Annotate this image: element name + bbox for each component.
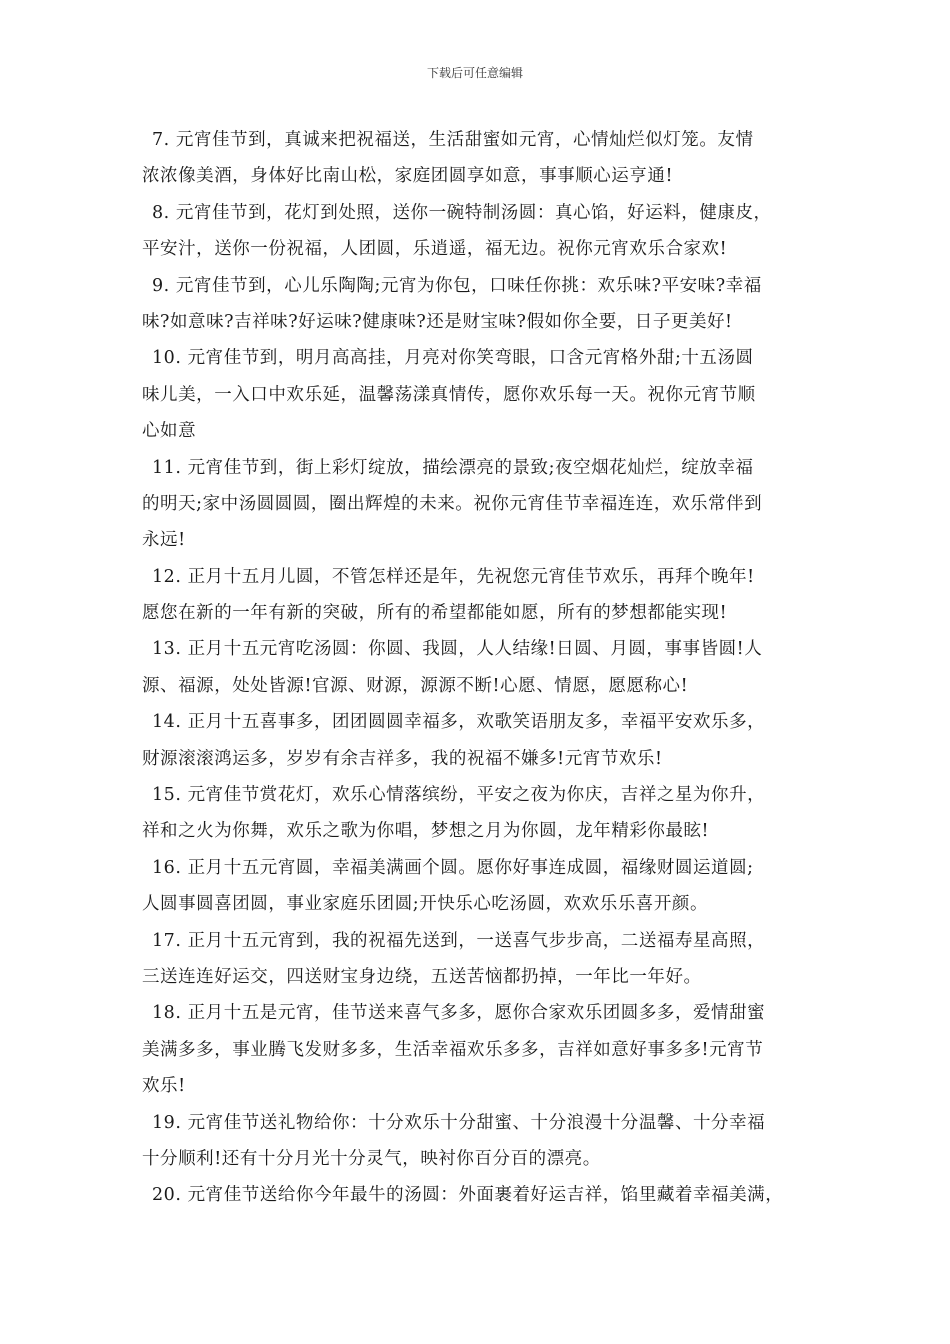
greeting-item	[142, 781, 822, 854]
greeting-item-first-line: 12. 正月十五月儿圆，不管怎样还是年，先祝您元宵佳节欢乐，再拜个晚年!	[152, 566, 755, 587]
greeting-item-first-line: 7. 元宵佳节到，真诚来把祝福送，生活甜蜜如元宵，心情灿烂似灯笼。友情	[152, 130, 754, 150]
greeting-item	[142, 854, 822, 927]
greeting-item	[142, 199, 822, 272]
greeting-item-first-line: 15. 元宵佳节赏花灯，欢乐心情落缤纷，平安之夜为你庆，吉祥之星为你升，	[152, 785, 766, 806]
greeting-item-line: 祥和之火为你舞，欢乐之歌为你唱，梦想之月为你圆，龙年精彩你最眩!	[142, 821, 710, 842]
greeting-item	[142, 708, 822, 781]
greeting-item-first-line: 8. 元宵佳节到，花灯到处照，送你一碗特制汤圆：真心馅，好运料，健康皮，	[152, 202, 772, 223]
greeting-item-first-line: 17. 正月十五元宵到，我的祝福先送到，一送喜气步步高，二送福寿星高照，	[152, 930, 766, 951]
greeting-item	[142, 126, 822, 199]
greeting-item	[142, 344, 822, 453]
greeting-item-first-line: 14. 正月十五喜事多，团团圆圆幸福多，欢歌笑语朋友多，幸福平安欢乐多，	[152, 712, 766, 733]
greeting-item	[142, 999, 822, 1108]
greeting-item-line: 浓浓像美酒，身体好比南山松，家庭团圆享如意，事事顺心运亨通!	[142, 166, 674, 187]
greeting-item-line: 人圆事圆喜团圆，事业家庭乐团圆;开快乐心吃汤圆，欢欢乐乐喜开颜。	[142, 894, 708, 915]
greeting-item	[142, 927, 822, 1000]
greeting-item-line: 美满多多，事业腾飞发财多多，生活幸福欢乐多多，吉祥如意好事多多!元宵节	[142, 1039, 764, 1060]
greeting-item-first-line: 10. 元宵佳节到，明月高高挂，月亮对你笑弯眼，口含元宵格外甜;十五汤圆	[152, 348, 754, 369]
greeting-item-line: 源、福源，处处皆源!官源、财源，源源不断!心愿、情愿，愿愿称心!	[142, 675, 689, 696]
greeting-item-line: 味儿美，一入口中欢乐延，温馨荡漾真情传，愿你欢乐每一天。祝你元宵节顺	[142, 384, 756, 405]
greeting-item-line: 永远!	[142, 530, 186, 551]
greeting-item-line: 十分顺利!还有十分月光十分灵气，映衬你百分百的漂亮。	[142, 1148, 601, 1169]
greeting-item-line: 三送连连好运交，四送财宝身边绕，五送苦恼都扔掉，一年比一年好。	[142, 966, 702, 987]
greeting-item	[142, 563, 822, 636]
greeting-item-first-line: 18. 正月十五是元宵，佳节送来喜气多多，愿你合家欢乐团圆多多，爱情甜蜜	[152, 1003, 766, 1024]
greeting-item	[142, 635, 822, 708]
page-header-note: 下载后可任意编辑	[426, 66, 523, 80]
greeting-item-first-line: 20. 元宵佳节送给你今年最牛的汤圆：外面裹着好运吉祥，馅里藏着幸福美满，	[152, 1185, 784, 1206]
greeting-item-line: 平安汁，送你一份祝福，人团圆，乐逍遥，福无边。祝你元宵欢乐合家欢!	[142, 239, 728, 260]
greeting-item-line: 的明天;家中汤圆圆圆，圈出辉煌的未来。祝你元宵佳节幸福连连，欢乐常伴到	[142, 493, 763, 514]
document-body	[142, 126, 822, 1218]
greeting-item-first-line: 13. 正月十五元宵吃汤圆：你圆、我圆，人人结缘!日圆、月圆，事事皆圆!人	[152, 639, 763, 660]
greeting-item	[142, 1181, 822, 1217]
greeting-item-line: 愿您在新的一年有新的突破，所有的希望都能如愿，所有的梦想都能实现!	[142, 603, 728, 624]
greeting-item	[142, 272, 822, 345]
greeting-item-line: 心如意	[142, 421, 197, 442]
greeting-item	[142, 1109, 822, 1182]
greeting-item-line: 欢乐!	[142, 1076, 186, 1097]
greeting-item-first-line: 9. 元宵佳节到，心儿乐陶陶;元宵为你包，口味任你挑：欢乐味?平安味?幸福	[152, 275, 762, 296]
greeting-item-line: 财源滚滚鸿运多，岁岁有余吉祥多，我的祝福不嫌多!元宵节欢乐!	[142, 748, 663, 769]
greeting-item-first-line: 11. 元宵佳节到，街上彩灯绽放，描绘漂亮的景致;夜空烟花灿烂，绽放幸福	[152, 457, 754, 478]
greeting-item	[142, 454, 822, 563]
greeting-item-line: 味?如意味?吉祥味?好运味?健康味?还是财宝味?假如你全要，日子更美好!	[142, 311, 733, 332]
greeting-item-first-line: 16. 正月十五元宵圆，幸福美满画个圆。愿你好事连成圆，福缘财圆运道圆;	[152, 857, 754, 878]
greeting-item-first-line: 19. 元宵佳节送礼物给你：十分欢乐十分甜蜜、十分浪漫十分温馨、十分幸福	[152, 1112, 766, 1133]
